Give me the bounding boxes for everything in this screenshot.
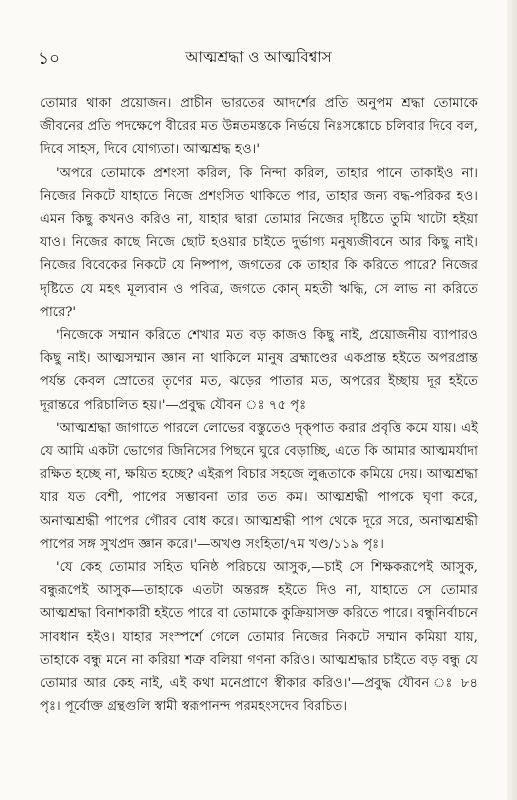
page-edge-shadow [507, 0, 517, 800]
page-body [40, 92, 478, 718]
paragraph: 'যে কেহ তোমার সহিত ঘনিষ্ঠ পরিচয়ে আসুক,—চাই সে শিক্ষকরূপেই আসুক, বন্ধুরূপেই আসুক—তাহাকে এতটা অন্তরঙ্গ হইতে দিও না, যাহাতে সে তোমার আত্মশ্রদ্ধা বিনাশকারী হইতে পারে বা তোমাকে কুক্রিয়াসক্ত করিতে পারে। বন্ধুনির্বাচনে সাবধান হইও। যাহার সংস্পর্শে গেলে তোমার নিজের নিকটে সম্মান কমিয়া যায়, তাহাকে বন্ধু মনে না করিয়া শত্রু বলিয়া গণনা করিও। আত্মশ্রদ্ধার চাইতে বড় বন্ধু যে তোমার আর কেহ নাই, এই কথা মনেপ্রাণে স্বীকার করিও।'—প্রবুদ্ধ যৌবন ঃ ৮৪ পৃঃ। পূর্বোক্ত গ্রন্থগুলি স্বামী স্বরূপানন্দ পরমহংসদেব বিরচিত। [40, 560, 478, 715]
running-title: আত্মশ্রদ্ধা ও আত্মবিশ্বাস [185, 48, 332, 66]
page-number: ১০ [38, 49, 61, 69]
paragraph: 'আত্মশ্রদ্ধা জাগাতে পারলে লোভের বস্তুতেও দৃক্‌পাত করার প্রবৃত্তি কমে যায়। এই যে আমি একটা ভোগের জিনিসের পিছনে ঘুরে বেড়াচ্ছি, এতে কি আমার আত্মমর্যাদা রক্ষিত হচ্ছে না, ক্ষয়িত হচ্ছে? এইরূপ বিচার সহজে লুব্ধতাকে কমিয়ে দেয়। আত্মশ্রদ্ধা যার যত বেশী, পাপের সম্ভাবনা তার তত কম। আত্মশ্রদ্ধী পাপকে ঘৃণা করে, অনাত্মশ্রদ্ধী পাপের গৌরব বোধ করে। আত্মশ্রদ্ধী পাপ থেকে দূরে সরে, অনাত্মশ্রদ্ধী পাপের সঙ্গ সুখপ্রদ জ্ঞান করে।'—অখণ্ড সংহিতা/৭ম খণ্ড/১১৯ পৃঃ। [40, 420, 478, 552]
page-header [0, 46, 517, 70]
paragraph: 'নিজেকে সম্মান করিতে শেখার মত বড় কাজও কিছু নাই, প্রয়োজনীয় ব্যাপারও কিছু নাই। আত্মসম্মান জ্ঞান না থাকিলে মানুষ ব্রহ্মাণ্ডের একপ্রান্ত হইতে অপরপ্রান্ত পর্যন্ত কেবল স্রোতের তৃণের মত, ঝড়ের পাতার মত, অপরের ইচ্ছায় দূর হইতে দূরান্তরে পরিচালিত হয়।'—প্রবুদ্ধ যৌবন ঃ ৭৫ পৃঃ [40, 328, 478, 413]
paragraph: 'অপরে তোমাকে প্রশংসা করিল, কি নিন্দা করিল, তাহার পানে তাকাইও না। নিজের নিকটে যাহাতে নিজে প্রশংসিত থাকিতে পার, তাহার জন্য বদ্ধ-পরিকর হও। এমন কিছু কখনও করিও না, যাহার দ্বারা তোমার নিজের দৃষ্টিতে তুমি খাটো হইয়া যাও। নিজের কাছে নিজে ছোট হওয়ার চাইতে দুর্ভাগ্য মনুষ্যজীবনে আর কিছু নাই। নিজের বিবেকের নিকটে যে নিষ্পাপ, জগতের কে তাহার কি করিতে পারে? নিজের দৃষ্টিতে যে মহৎ মূল্যবান ও পবিত্র, জগতে কোন্ মহতী ঋদ্ধি, সে লাভ না করিতে পারে?' [40, 165, 478, 320]
paragraph-continued: তোমার থাকা প্রয়োজন। প্রাচীন ভারতের আদর্শের প্রতি অনুপম শ্রদ্ধা তোমাকে জীবনের প্রতি পদক্ষেপে বীরের মত উন্নতমস্তকে নির্ভয়ে নিঃসঙ্কোচে চলিবার দিবে বল, দিবে সাহস, দিবে যোগ্যতা। আত্মশ্রদ্ধ হও।' [40, 96, 478, 158]
